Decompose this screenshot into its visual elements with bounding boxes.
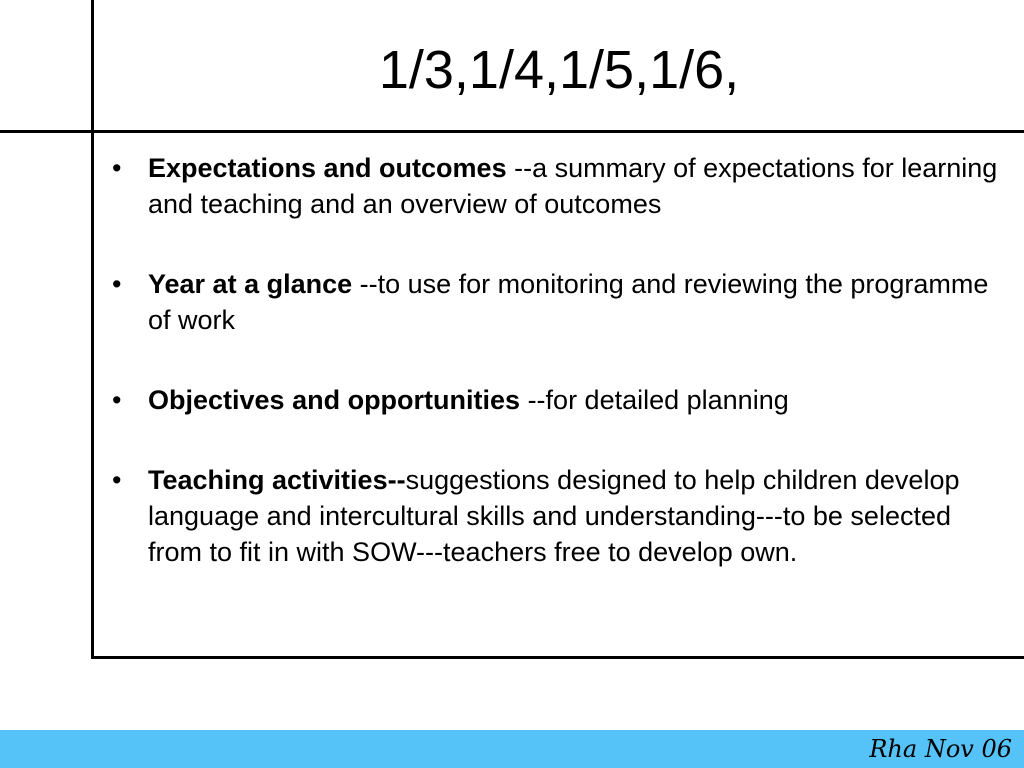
bullet-item-expectations — [148, 150, 1008, 222]
bullet-text: --to use for monitoring and reviewing the programme of work — [148, 269, 989, 335]
bullet-list — [148, 150, 1008, 570]
bullet-item-objectives — [148, 382, 1008, 418]
bullet-text: --a summary of expectations for learning and teaching and an overview of outcomes — [148, 153, 998, 219]
bullet-item-teaching-activities — [148, 462, 1008, 570]
content-bottom-line — [91, 656, 1024, 659]
footer-author-date: Rha Nov 06 — [869, 735, 1012, 763]
bullet-term: Objectives and opportunities — [148, 385, 521, 415]
slide-title: 1/3,1/4,1/5,1/6, — [378, 40, 740, 100]
bullet-term: Teaching activities-- — [148, 465, 406, 495]
bullet-text: suggestions designed to help children develop language and intercultural skills and understanding---to be selected from to fit in with SOW---teachers free to develop own. — [148, 465, 960, 567]
title-divider-line — [0, 130, 1024, 133]
footer-bar — [0, 730, 1024, 768]
bullet-text: --for detailed planning — [520, 385, 789, 415]
bullet-item-year-at-a-glance — [148, 266, 1008, 338]
bullet-term: Expectations and outcomes — [148, 153, 507, 183]
bullet-term: Year at a glance — [148, 269, 353, 299]
